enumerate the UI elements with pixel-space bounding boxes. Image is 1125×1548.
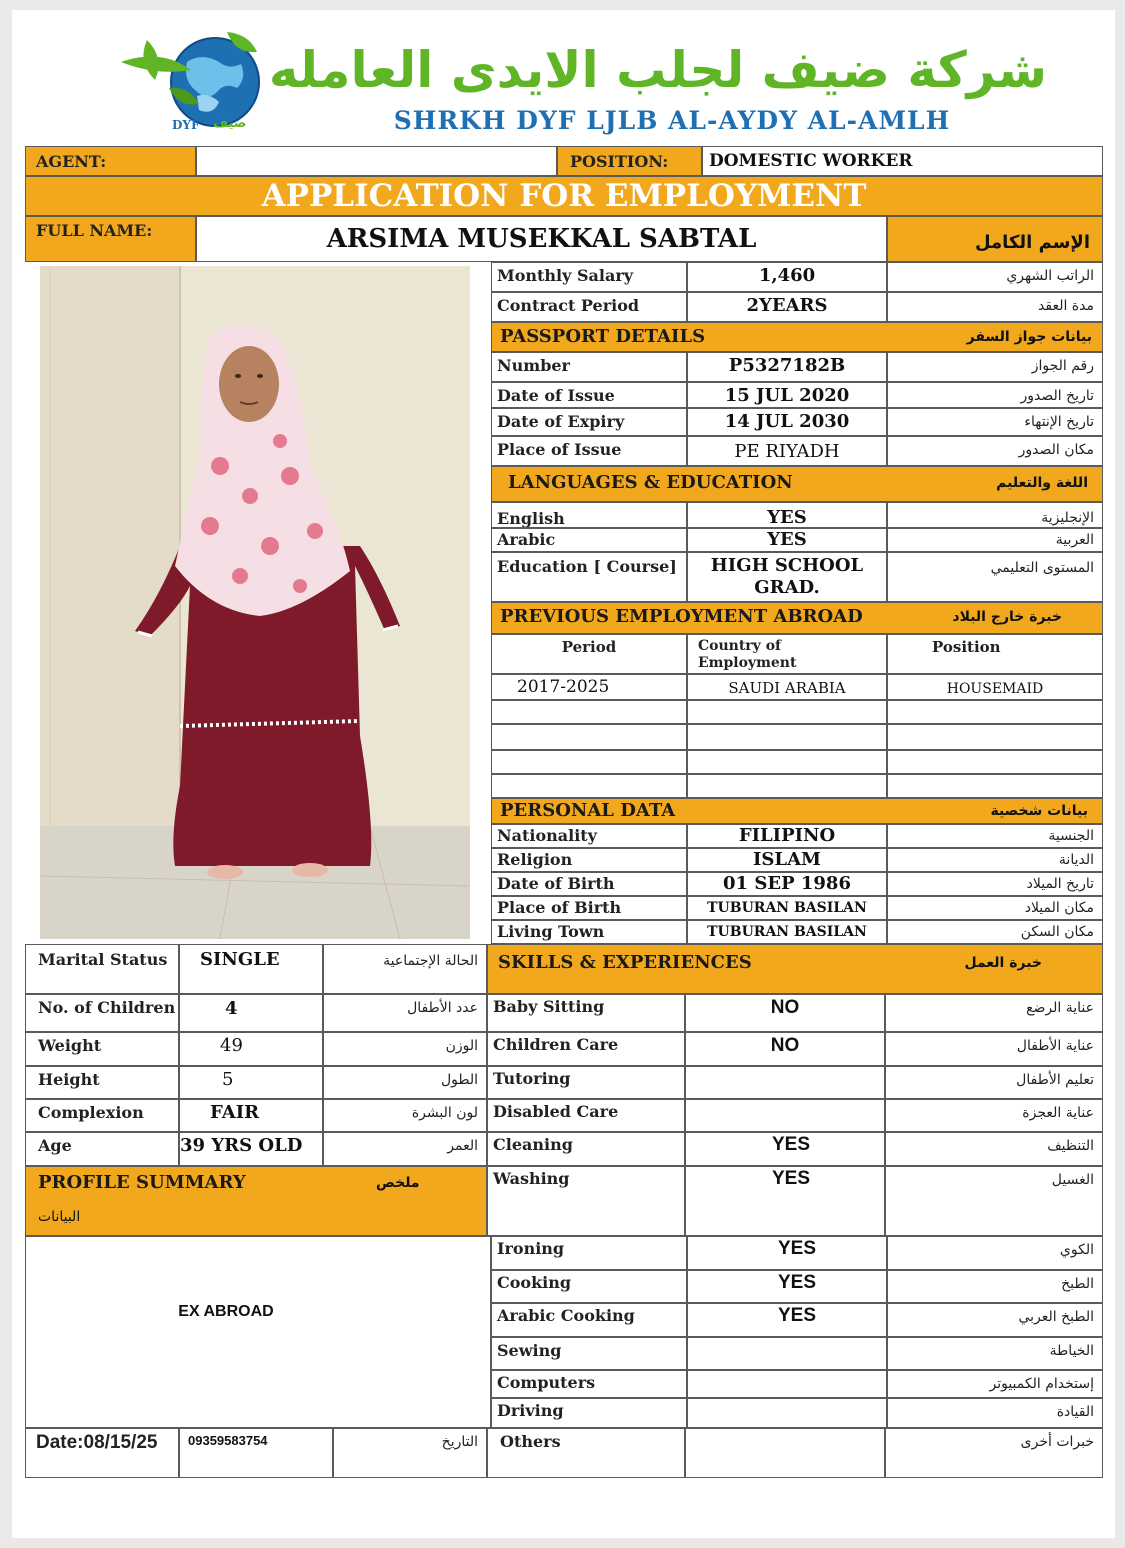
employment-empty-row: [491, 724, 687, 750]
agent-label: AGENT:: [25, 146, 196, 176]
language-value-1: YES: [687, 528, 887, 552]
employment-empty-row: [687, 774, 887, 798]
skill-label-ar-7: الطبخ: [887, 1270, 1103, 1303]
skill-label-6: Ironing: [491, 1236, 687, 1270]
skill-label-ar-3: عناية العجزة: [885, 1099, 1103, 1132]
passport-value-0: P5327182B: [687, 352, 887, 382]
physical-label-3: Height: [25, 1066, 179, 1099]
skill-label-9: Sewing: [491, 1337, 687, 1370]
contract-label-0: Monthly Salary: [491, 262, 687, 292]
skill-label-ar-0: عناية الرضع: [885, 994, 1103, 1032]
employment-empty-row: [887, 724, 1103, 750]
applicant-photo-image: [40, 266, 470, 939]
personal-label-ar-2: تاريخ الميلاد: [887, 872, 1103, 896]
personal-title: PERSONAL DATA: [500, 800, 676, 821]
employment-empty-row: [687, 750, 887, 774]
employment-col-period: Period: [491, 634, 687, 674]
footer-date-ar: التاريخ: [333, 1428, 487, 1478]
personal-value-1: ISLAM: [687, 848, 887, 872]
logo-text-en: DYF: [172, 118, 200, 132]
logo-text-ar: ضيف: [213, 116, 247, 131]
skill-value-8: YES: [687, 1303, 887, 1337]
skill-label-0: Baby Sitting: [487, 994, 685, 1032]
skill-label-ar-8: الطبخ العربي: [887, 1303, 1103, 1337]
skill-value-4: YES: [685, 1132, 885, 1166]
skill-value-5: YES: [685, 1166, 885, 1236]
contract-label-ar-1: مدة العقد: [887, 292, 1103, 322]
full-name-label-ar: الإسم الكامل: [887, 216, 1103, 262]
skill-label-3: Disabled Care: [487, 1099, 685, 1132]
education-value: [687, 552, 887, 602]
contract-label-1: Contract Period: [491, 292, 687, 322]
employment-empty-row: [491, 750, 687, 774]
physical-value-3: 5: [179, 1066, 323, 1099]
position-value: DOMESTIC WORKER: [702, 146, 1103, 176]
personal-section-header: [491, 798, 1103, 824]
passport-label-ar-3: مكان الصدور: [887, 436, 1103, 466]
physical-label-ar-2: الوزن: [323, 1032, 487, 1066]
skill-label-ar-10: إستخدام الكمبيوتر: [887, 1370, 1103, 1398]
passport-label-0: Number: [491, 352, 687, 382]
physical-label-ar-4: لون البشرة: [323, 1099, 487, 1132]
skill-value-11: [687, 1398, 887, 1428]
passport-title-ar: بيانات جواز السفر: [966, 329, 1092, 345]
skill-label-ar-11: القيادة: [887, 1398, 1103, 1428]
passport-value-3: PE RIYADH: [687, 436, 887, 466]
employment-title-ar: خبرة خارج البلاد: [952, 609, 1062, 625]
physical-label-2: Weight: [25, 1032, 179, 1066]
employment-col-country-line2: Employment: [698, 655, 797, 671]
company-header: [12, 10, 1115, 146]
passport-label-ar-2: تاريخ الإنتهاء: [887, 408, 1103, 436]
personal-label-ar-0: الجنسية: [887, 824, 1103, 848]
company-name-en: SHRKH DYF LJLB AL-AYDY AL-AMLH: [393, 106, 951, 135]
skills-title-ar: خبرة العمل: [964, 955, 1042, 971]
employment-section-header: [491, 602, 1103, 634]
personal-label-ar-3: مكان الميلاد: [887, 896, 1103, 920]
skills-title: SKILLS & EXPERIENCES: [498, 952, 752, 973]
personal-value-3: TUBURAN BASILAN: [687, 896, 887, 920]
employment-empty-row: [887, 774, 1103, 798]
physical-value-5: 39 YRS OLD: [179, 1132, 323, 1166]
full-name-label: FULL NAME:: [25, 216, 196, 262]
skill-label-7: Cooking: [491, 1270, 687, 1303]
personal-value-2: 01 SEP 1986: [687, 872, 887, 896]
personal-label-3: Place of Birth: [491, 896, 687, 920]
full-name-value: ARSIMA MUSEKKAL SABTAL: [196, 216, 887, 262]
languages-title: LANGUAGES & EDUCATION: [508, 472, 793, 493]
skill-label-1: Children Care: [487, 1032, 685, 1066]
languages-section-header: [491, 466, 1103, 502]
language-label-ar-0: الإنجليزية: [887, 502, 1103, 528]
employment-empty-row: [887, 700, 1103, 724]
company-name-ar: شركة ضيف لجلب الايدى العامله: [268, 41, 1047, 99]
passport-value-1: 15 JUL 2020: [687, 382, 887, 408]
education-value-line1: HIGH SCHOOL: [710, 555, 864, 576]
employment-empty-row: [491, 774, 687, 798]
personal-value-4: TUBURAN BASILAN: [687, 920, 887, 944]
skills-section-header: [487, 944, 1103, 994]
profile-title-ar-2: البيانات: [38, 1209, 81, 1225]
skill-value-2: [685, 1066, 885, 1099]
employment-col-position: Position: [887, 634, 1103, 674]
skill-label-ar-4: التنظيف: [885, 1132, 1103, 1166]
skill-label-8: Arabic Cooking: [491, 1303, 687, 1337]
physical-label-ar-3: الطول: [323, 1066, 487, 1099]
skill-label-ar-12: خبرات أخرى: [885, 1428, 1103, 1478]
passport-label-ar-0: رقم الجواز: [887, 352, 1103, 382]
skill-value-1: NO: [685, 1032, 885, 1066]
skill-label-ar-2: تعليم الأطفال: [885, 1066, 1103, 1099]
skill-label-4: Cleaning: [487, 1132, 685, 1166]
form-title: APPLICATION FOR EMPLOYMENT: [25, 176, 1103, 216]
position-label: POSITION:: [557, 146, 702, 176]
skill-value-9: [687, 1337, 887, 1370]
skill-value-12: [685, 1428, 885, 1478]
profile-title-ar: ملخص: [376, 1175, 420, 1191]
language-label-0: English: [491, 502, 687, 528]
skill-value-3: [685, 1099, 885, 1132]
personal-label-ar-4: مكان السكن: [887, 920, 1103, 944]
skill-value-0: NO: [685, 994, 885, 1032]
language-value-0: YES: [687, 502, 887, 528]
company-logo: [117, 32, 277, 142]
employment-row-position: HOUSEMAID: [887, 674, 1103, 700]
physical-value-4: FAIR: [179, 1099, 323, 1132]
skill-label-5: Washing: [487, 1166, 685, 1236]
passport-section-header: [491, 322, 1103, 352]
profile-summary-value: EX ABROAD: [178, 1303, 274, 1320]
personal-label-4: Living Town: [491, 920, 687, 944]
skill-label-ar-6: الكوي: [887, 1236, 1103, 1270]
skill-value-6: YES: [687, 1236, 887, 1270]
employment-empty-row: [887, 750, 1103, 774]
physical-label-ar-0: الحالة الإجتماعية: [323, 944, 487, 994]
footer-date: Date:08/15/25: [25, 1428, 179, 1478]
personal-value-0: FILIPINO: [687, 824, 887, 848]
passport-label-2: Date of Expiry: [491, 408, 687, 436]
employment-empty-row: [687, 700, 887, 724]
passport-title: PASSPORT DETAILS: [500, 326, 706, 347]
skill-label-ar-9: الخياطة: [887, 1337, 1103, 1370]
employment-col-country-line1: Country of: [698, 638, 782, 654]
employment-empty-row: [687, 724, 887, 750]
languages-title-ar: اللغة والتعليم: [996, 475, 1088, 491]
passport-value-2: 14 JUL 2030: [687, 408, 887, 436]
skill-label-2: Tutoring: [487, 1066, 685, 1099]
employment-empty-row: [491, 700, 687, 724]
personal-label-ar-1: الديانة: [887, 848, 1103, 872]
education-value-line2: GRAD.: [754, 577, 820, 598]
physical-value-0: SINGLE: [179, 944, 323, 994]
applicant-photo: [40, 266, 470, 939]
personal-title-ar: بيانات شخصية: [990, 803, 1088, 819]
profile-title: PROFILE SUMMARY: [38, 1172, 246, 1193]
employment-col-country: [687, 634, 887, 674]
skill-label-ar-1: عناية الأطفال: [885, 1032, 1103, 1066]
language-label-1: Arabic: [491, 528, 687, 552]
skill-value-7: YES: [687, 1270, 887, 1303]
language-label-ar-1: العربية: [887, 528, 1103, 552]
physical-label-ar-1: عدد الأطفال: [323, 994, 487, 1032]
profile-section-header: [25, 1166, 487, 1236]
contract-value-1: 2YEARS: [687, 292, 887, 322]
contract-value-0: 1,460: [687, 262, 887, 292]
education-label-ar: المستوى التعليمي: [887, 552, 1103, 602]
personal-label-0: Nationality: [491, 824, 687, 848]
skill-label-ar-5: الغسيل: [885, 1166, 1103, 1236]
employment-row-period: 2017-2025: [491, 674, 687, 700]
personal-label-2: Date of Birth: [491, 872, 687, 896]
contract-label-ar-0: الراتب الشهري: [887, 262, 1103, 292]
employment-row-country: SAUDI ARABIA: [687, 674, 887, 700]
profile-summary-text: [25, 1236, 491, 1428]
agent-value: [196, 146, 557, 176]
skill-label-11: Driving: [491, 1398, 687, 1428]
application-form: [12, 10, 1115, 1538]
physical-value-2: 49: [179, 1032, 323, 1066]
physical-label-ar-5: العمر: [323, 1132, 487, 1166]
education-label: Education [ Course]: [491, 552, 687, 602]
skill-value-10: [687, 1370, 887, 1398]
passport-label-ar-1: تاريخ الصدور: [887, 382, 1103, 408]
footer-phone: 09359583754: [179, 1428, 333, 1478]
passport-label-3: Place of Issue: [491, 436, 687, 466]
physical-label-1: No. of Children: [25, 994, 179, 1032]
physical-label-4: Complexion: [25, 1099, 179, 1132]
physical-value-1: 4: [179, 994, 323, 1032]
skill-label-10: Computers: [491, 1370, 687, 1398]
employment-title: PREVIOUS EMPLOYMENT ABROAD: [500, 606, 863, 627]
physical-label-5: Age: [25, 1132, 179, 1166]
physical-label-0: Marital Status: [25, 944, 179, 994]
personal-label-1: Religion: [491, 848, 687, 872]
skill-label-12: Others: [487, 1428, 685, 1478]
passport-label-1: Date of Issue: [491, 382, 687, 408]
